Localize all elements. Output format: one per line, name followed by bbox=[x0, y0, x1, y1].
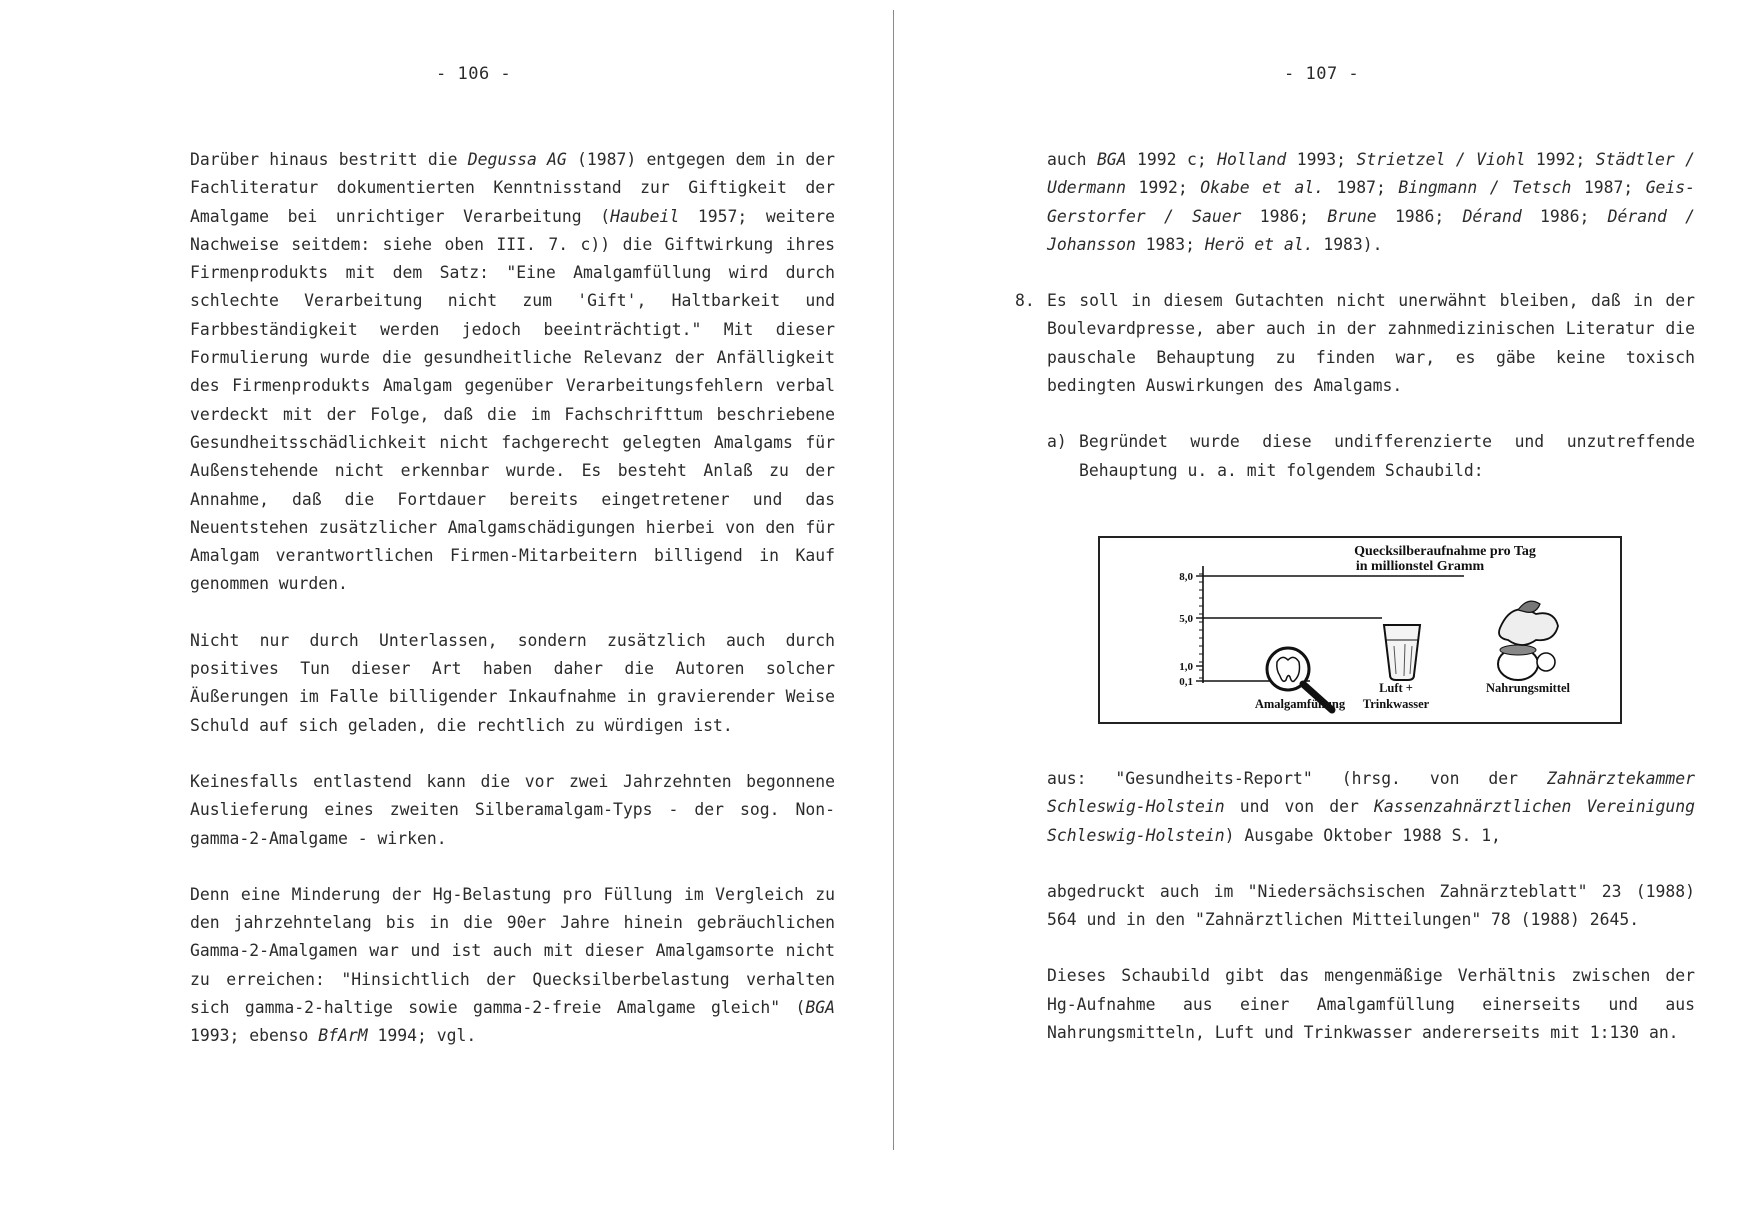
italic-citation: Haubeil bbox=[610, 206, 680, 226]
y-tick-label: 8,0 bbox=[1179, 571, 1193, 583]
chart-svg bbox=[1100, 538, 1620, 722]
leaf-icon bbox=[1518, 601, 1540, 612]
item-text: Es soll in diesem Gutachten nicht unerwähnt bleiben, daß in der Boulevardpresse, aber auch in der zahnmedizinischen Literatur die pauschale Behauptung zu finden war, es gäbe keine toxisch bedingten Auswirkungen des Amalgams. bbox=[1047, 291, 1695, 396]
item-text: Begründet wurde diese undifferenzierte und unzutreffende Behauptung u. a. mit folgendem Schaubild: bbox=[1079, 432, 1695, 480]
italic-citation: Dérand / Johansson bbox=[1047, 206, 1696, 254]
paragraph bbox=[190, 768, 835, 853]
italic-citation: BGA bbox=[1096, 150, 1127, 169]
item-number: 8. bbox=[1015, 291, 1035, 311]
italic-citation: Okabe et al. bbox=[1200, 178, 1324, 198]
text-run: Nicht nur durch Unterlassen, sondern zusätzlich auch durch positives Tun dieser Art haben daher die Autoren solcher Äußerungen im Falle billigender Inkaufnahme in gravierender Weise Schuld auf sich geladen, die rechtlich zu würdigen ist. bbox=[190, 630, 835, 735]
item-label: a) bbox=[1047, 432, 1067, 452]
reprint-citation: abgedruckt auch im "Niedersächsischen Zahnärzteblatt" 23 (1988) 564 und in den "Zahnärztlichen Mitteilungen" 78 (1988) 2645. bbox=[1047, 881, 1695, 930]
citation-continuation bbox=[1047, 146, 1695, 259]
y-tick-label: 1,0 bbox=[1179, 661, 1193, 673]
text-run: 1992; bbox=[1125, 178, 1201, 198]
text-run: 1987; bbox=[1323, 178, 1399, 198]
text-run: und von der bbox=[1224, 797, 1374, 817]
text-run: Keinesfalls entlastend kann die vor zwei Jahrzehnten begonnene Auslieferung eines zweiten Silberamalgam-Typs - der sog. Non-gamma-2-Amalgame - wirken. bbox=[190, 771, 835, 848]
paragraph bbox=[190, 881, 835, 1051]
italic-citation: Städtler / Udermann bbox=[1047, 150, 1696, 198]
text-run: Denn eine Minderung der Hg-Belastung pro Füllung im Vergleich zu den jahrzehntelang bis in die 90er Jahre hinein gebräuchlichen Gamma-2-Amalgamen war und ist auch mit dieser Amalgamsorte nicht zu erreichen: "Hinsichtlich der Quecksilberbelastung verhalten sich gamma-2-haltige sowie gamma-2-freie Amalgame gleich" ( bbox=[190, 884, 835, 1018]
category-label: Trinkwasser bbox=[1362, 697, 1430, 711]
category-label: Luft + bbox=[1379, 681, 1413, 695]
italic-citation: Strietzel / Viohl bbox=[1356, 150, 1526, 169]
text-run: auch bbox=[1047, 150, 1097, 169]
y-tick-label: 0,1 bbox=[1179, 676, 1193, 688]
italic-citation: Brune bbox=[1327, 206, 1377, 226]
text-run: 1957; weitere Nachweise seitdem: siehe oben III. 7. c)) die Giftwirkung ihres Firmenprodukts mit dem Satz: "Eine Amalgamfüllung wird durch schlechte Verarbeitung nicht zum 'Gift', Haltbarkeit und Farbbeständigkeit werden jedoch beeinträchtigt." Mit dieser Formulierung wurde die gesundheitliche Relevanz der Anfälligkeit des Firmenprodukts Amalgam gegenüber Verarbeitungsfehlern verbal verdeckt mit der Folge, daß die im Fachschrifttum beschriebene Gesundheitsschädlichkeit nicht fachgerecht gelegten Amalgams für Außenstehende nicht erkennbar wurde. Es besteht Anlaß zu der Annahme, daß die Fortdauer bereits eingetretener und das Neuentstehen zusätzlicher Amalgamschädigungen hierbei von den für Amalgam verantwortlichen Firmen-Mitarbeitern billigend in Kauf genommen wurden. bbox=[190, 206, 835, 594]
text-run: Darüber hinaus bestritt die bbox=[190, 150, 468, 169]
italic-citation: BfArM bbox=[318, 1026, 368, 1046]
text-run: 1983; bbox=[1135, 234, 1205, 254]
chart-subtitle: in millionstel Gramm bbox=[1355, 559, 1485, 574]
paragraph bbox=[190, 146, 835, 599]
text-run: (1987) entgegen dem in der Fachliteratur dokumentierten Kenntnisstand zur Giftigkeit der Amalgame bei unrichtiger Verarbeitung ( bbox=[190, 150, 835, 226]
vegetables-icon bbox=[1499, 609, 1558, 645]
paragraph bbox=[190, 627, 835, 740]
italic-citation: Herö et al. bbox=[1204, 234, 1314, 254]
italic-citation: Zahnärztekammer Schleswig-Holstein bbox=[1047, 768, 1695, 817]
text-run: 1987; bbox=[1571, 178, 1646, 198]
chart-figure bbox=[1098, 536, 1622, 724]
y-tick-label: 5,0 bbox=[1179, 613, 1193, 625]
text-run: 1993; ebenso bbox=[190, 1026, 319, 1046]
category-label: Nahrungsmittel bbox=[1485, 681, 1571, 695]
italic-citation: Holland bbox=[1217, 150, 1287, 169]
italic-citation: Bingmann / Tetsch bbox=[1398, 178, 1572, 198]
right-page-number: - 107 - bbox=[1284, 64, 1360, 84]
text-run: 1983). bbox=[1313, 234, 1383, 254]
text-run: 1993; bbox=[1286, 150, 1357, 169]
italic-citation: BGA bbox=[805, 998, 835, 1018]
text-run: ) Ausgabe Oktober 1988 S. 1, bbox=[1224, 825, 1501, 845]
text-run: 1992 c; bbox=[1126, 150, 1218, 169]
text-run: 1986; bbox=[1376, 206, 1463, 226]
text-run: 1994; vgl. bbox=[367, 1026, 477, 1046]
source-citation bbox=[1047, 765, 1695, 850]
closing-paragraph: Dieses Schaubild gibt das mengenmäßige Verhältnis zwischen der Hg-Aufnahme aus einer Amalgamfüllung einerseits und aus Nahrungsmitteln, Luft und Trinkwasser andererseits mit 1:130 an. bbox=[1047, 966, 1695, 1043]
book-spine bbox=[893, 10, 894, 1150]
italic-citation: Kassenzahnärztlichen Vereinigung Schleswig-Holstein bbox=[1047, 797, 1695, 845]
left-page-number: - 106 - bbox=[436, 64, 512, 84]
fruit-icon bbox=[1537, 653, 1555, 671]
list-item-a bbox=[1047, 428, 1695, 485]
text-run: 1992; bbox=[1525, 150, 1596, 169]
list-item-8 bbox=[1015, 287, 1695, 400]
italic-citation: Dérand bbox=[1462, 206, 1522, 226]
text-run: aus: "Gesundheits-Report" (hrsg. von der bbox=[1047, 768, 1547, 788]
chart-title: Quecksilberaufnahme pro Tag bbox=[1354, 544, 1536, 559]
text-run: 1986; bbox=[1521, 206, 1608, 226]
category-label: Amalgamfüllung bbox=[1254, 697, 1346, 711]
italic-citation: Geis-Gerstorfer / Sauer bbox=[1047, 178, 1696, 226]
text-run: 1986; bbox=[1241, 206, 1328, 226]
italic-citation: Degussa AG bbox=[467, 150, 567, 169]
left-page-body bbox=[190, 146, 835, 1079]
water-glass-icon bbox=[1384, 625, 1420, 680]
food-can-lid-icon bbox=[1500, 645, 1536, 655]
